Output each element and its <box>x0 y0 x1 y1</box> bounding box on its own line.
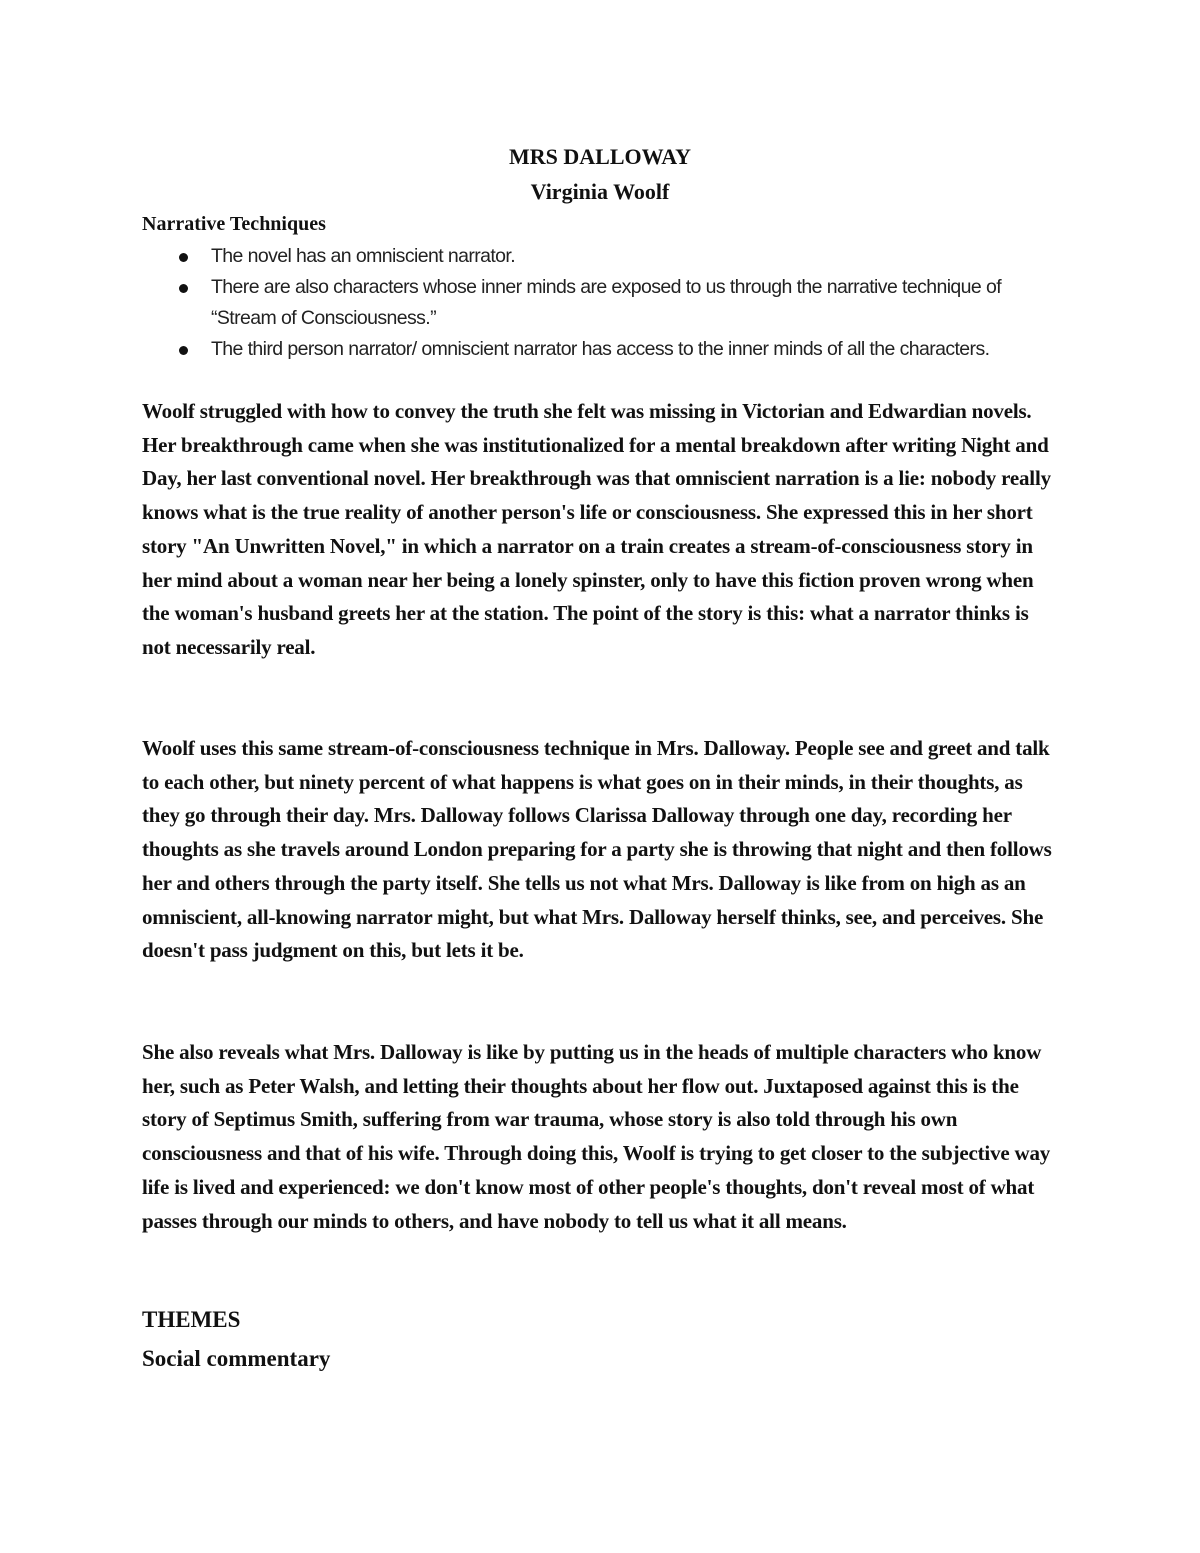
document-author: Virginia Woolf <box>530 179 670 204</box>
body-paragraph-2: Woolf uses this same stream-of-consciousness technique in Mrs. Dalloway. People see and greet and talk to each other, but ninety percent of what happens is what goes on in their minds, in their thoughts, as they go through their day. Mrs. Dalloway follows Clarissa Dalloway through one day, recording her thoughts as she travels around London preparing for a party she is throwing that night and then follows her and others through the party itself. She tells us not what Mrs. Dalloway is like from on high as an omniscient, all-knowing narrator might, but what Mrs. Dalloway herself thinks, see, and perceives. She doesn't pass judgment on this, but lets it be. <box>142 736 1052 963</box>
bullet-icon <box>179 284 188 293</box>
body-paragraph-3: She also reveals what Mrs. Dalloway is like by putting us in the heads of multiple characters who know her, such as Peter Walsh, and letting their thoughts about her flow out. Juxtaposed against this is the story of Septimus Smith, suffering from war trauma, whose story is also told through his own consciousness and that of his wife. Through doing this, Woolf is trying to get closer to the subjective way life is lived and experienced: we don't know most of other people's thoughts, don't reveal most of what passes through our minds to others, and have nobody to tell us what it all means. <box>142 1040 1051 1233</box>
bullet-item <box>142 272 1042 334</box>
bullet-text: The third person narrator/ omniscient narrator has access to the inner minds of all the characters. <box>211 338 990 360</box>
bullet-item <box>142 334 1042 365</box>
body-paragraph-1: Woolf struggled with how to convey the truth she felt was missing in Victorian and Edwardian novels. Her breakthrough came when she was institutionalized for a mental breakdown after writing Night and Day, her last conventional novel. Her breakthrough was that omniscient narration is a lie: nobody really knows what is the true reality of another person's life or consciousness. She expressed this in her short story "An Unwritten Novel," in which a narrator on a train creates a stream-of-consciousness story in her mind about a woman near her being a lonely spinster, only to have this fiction proven wrong when the woman's husband greets her at the station. The point of the story is this: what a narrator thinks is not necessarily real. <box>142 399 1051 659</box>
bullet-item <box>142 241 1042 272</box>
themes-heading: THEMES <box>142 1307 241 1332</box>
narrative-techniques-label: Narrative Techniques <box>142 213 326 235</box>
social-commentary-heading: Social commentary <box>142 1346 331 1371</box>
document-title: MRS DALLOWAY <box>509 144 691 169</box>
bullet-icon <box>179 253 188 262</box>
bullet-text: The novel has an omniscient narrator. <box>211 245 516 267</box>
narrative-techniques-list <box>142 241 1042 365</box>
bullet-icon <box>179 346 188 355</box>
bullet-text: There are also characters whose inner minds are exposed to us through the narrative technique of “Stream of Consciousness.” <box>211 276 1002 329</box>
